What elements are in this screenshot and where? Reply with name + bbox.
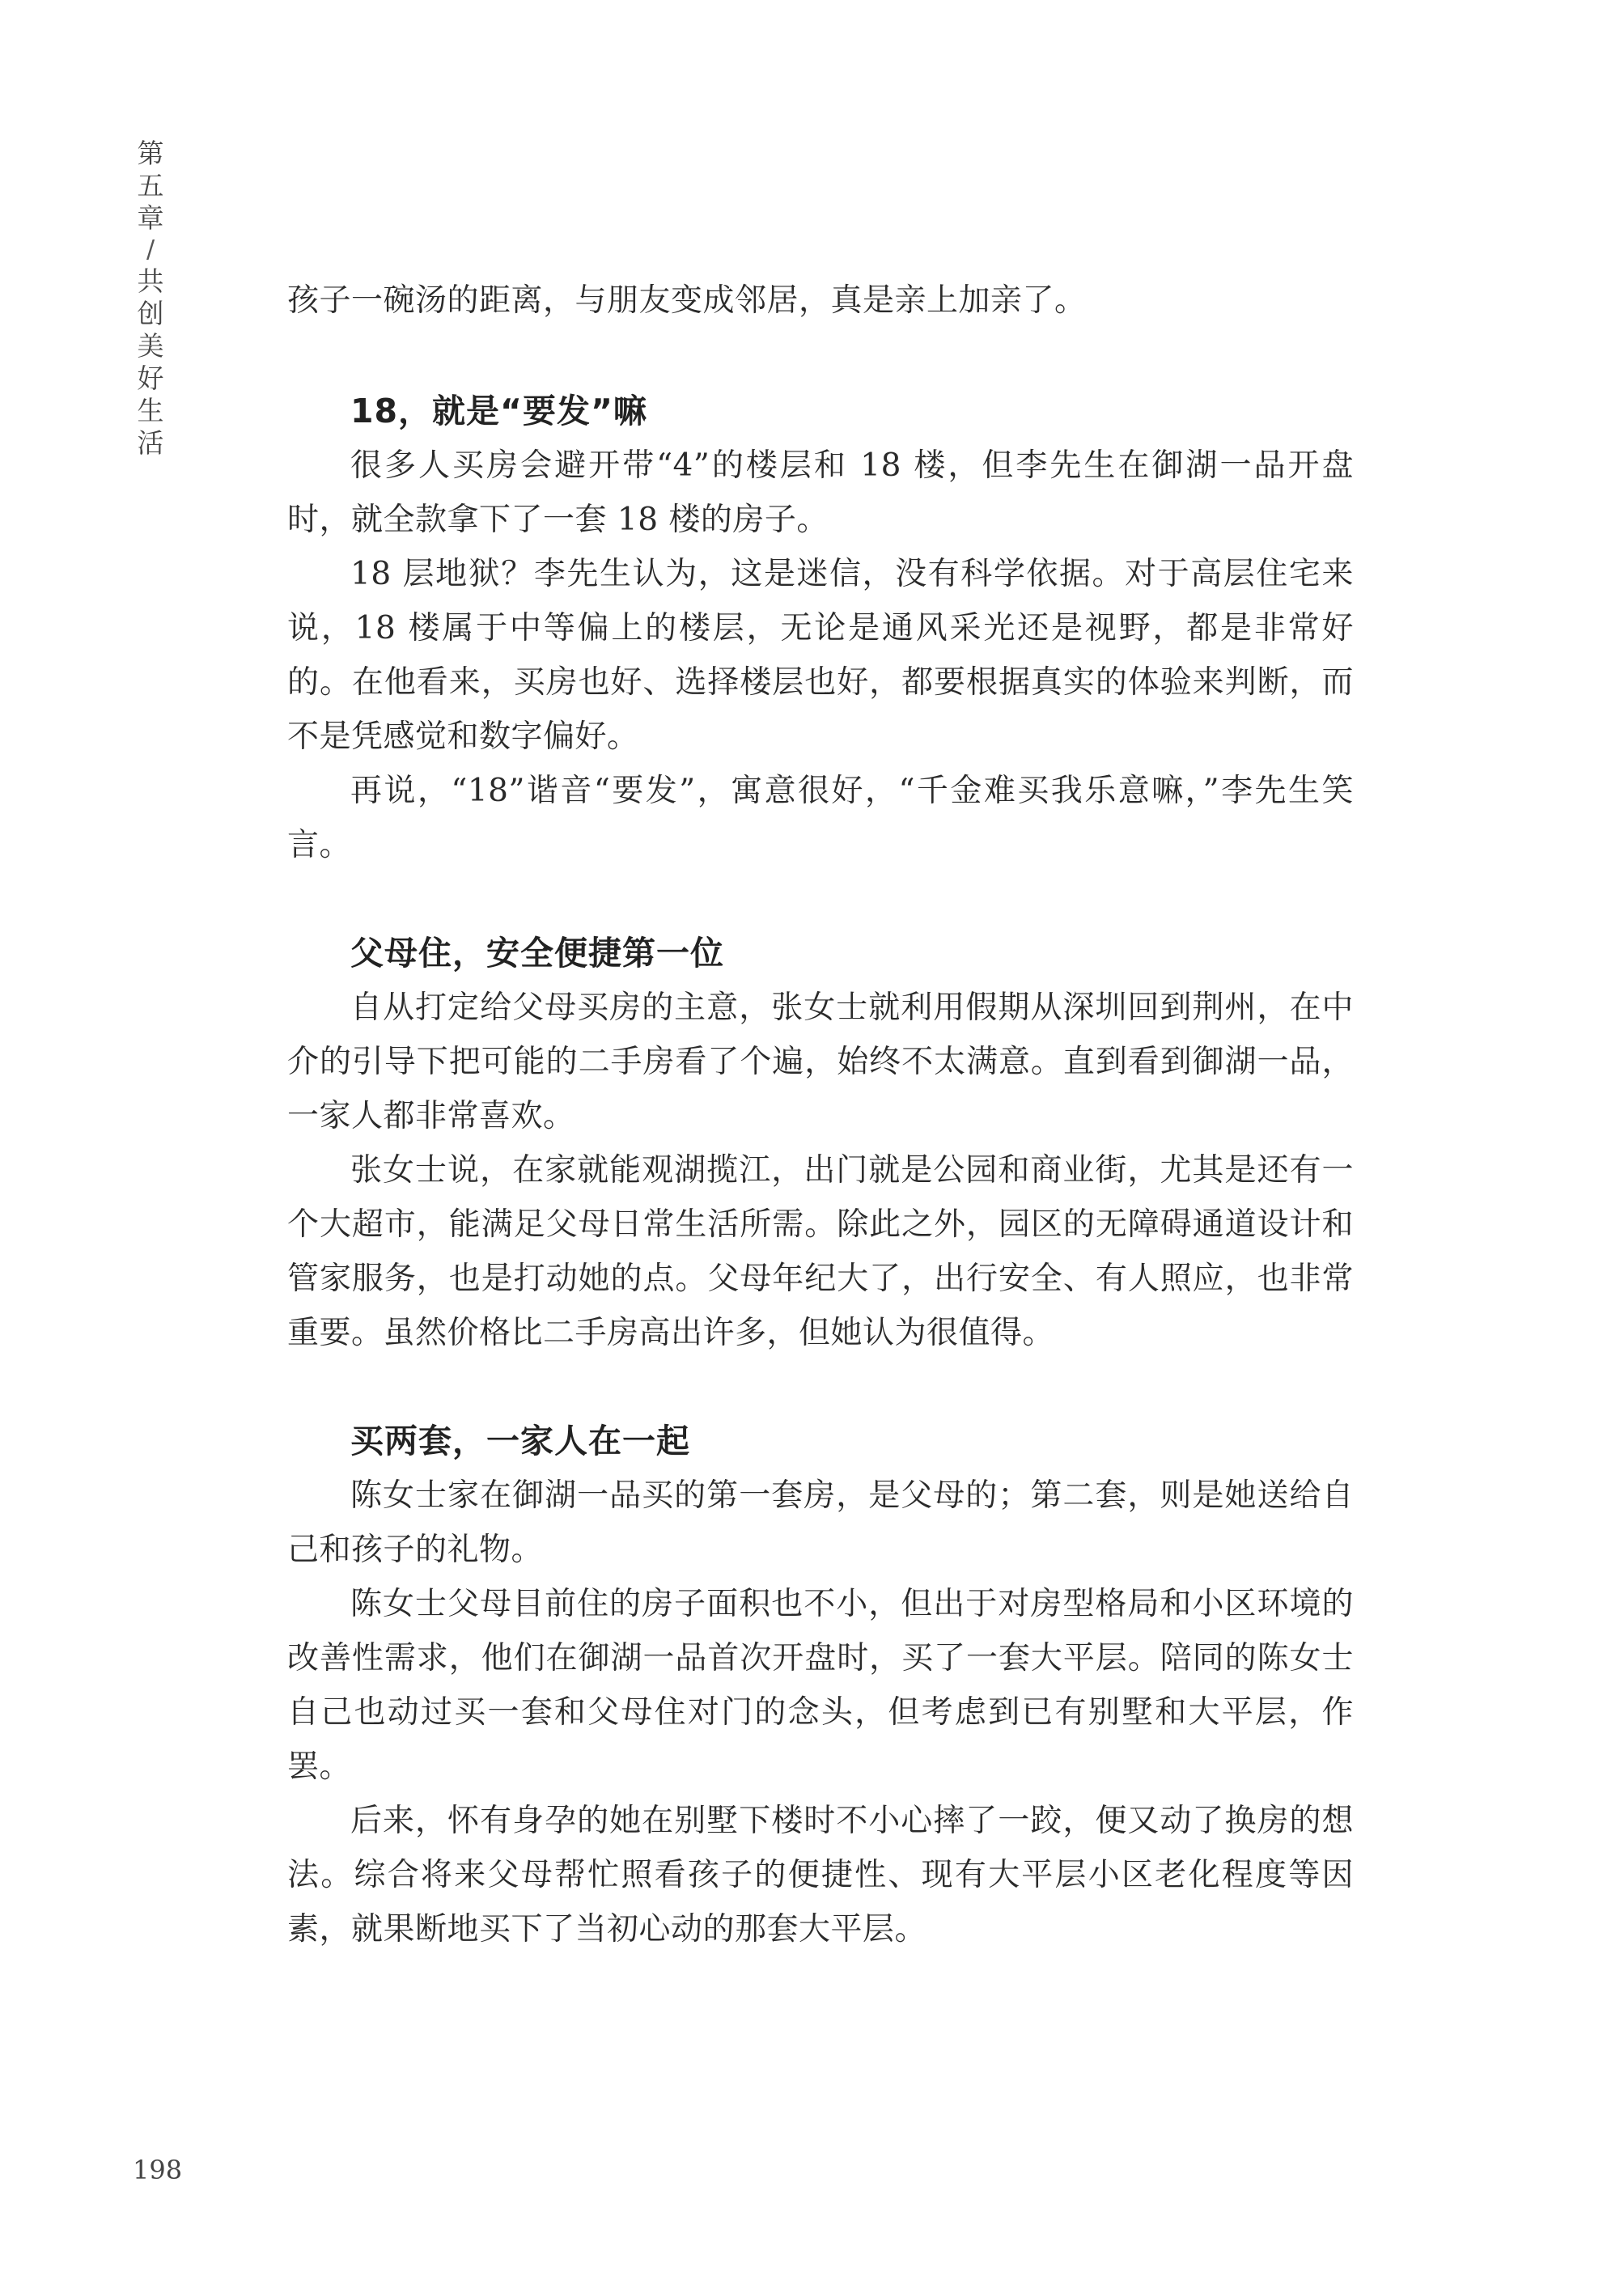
- section-heading-3: 买两套，一家人在一起: [350, 1422, 690, 1460]
- page-number: 198: [133, 2155, 183, 2185]
- section-3-paragraph-1: 陈女士家在御湖一品买的第一套房，是父母的；第二套，则是她送给自己和孩子的礼物。: [287, 1477, 1354, 1568]
- section-3-paragraph-3: 后来，怀有身孕的她在别墅下楼时不小心摔了一跤，便又动了换房的想法。综合将来父母帮忙照看孩子的便捷性、现有大平层小区老化程度等因素，就果断地买下了当初心动的那套大平层。: [287, 1803, 1354, 1948]
- section-heading-1: 18，就是“要发”嘛: [350, 392, 647, 430]
- chapter-separator: /: [146, 235, 155, 264]
- chapter-running-head: [133, 138, 168, 460]
- section-2-paragraph-1: 自从打定给父母买房的主意，张女士就利用假期从深圳回到荆州，在中介的引导下把可能的二手房看了个遍，始终不太满意。直到看到御湖一品，一家人都非常喜欢。: [287, 990, 1354, 1134]
- section-heading-2: 父母住，安全便捷第一位: [350, 934, 724, 973]
- section-1-paragraph-3: 再说，“18”谐音“要发”，寓意很好，“千金难买我乐意嘛，”李先生笑言。: [287, 773, 1354, 863]
- section-1-paragraph-2: 18 层地狱？李先生认为，这是迷信，没有科学依据。对于高层住宅来说，18 楼属于中等偏上的楼层，无论是通风采光还是视野，都是非常好的。在他看来，买房也好、选择楼层也好，都要根据真实的体验来判断，而不是凭感觉和数字偏好。: [287, 556, 1354, 755]
- page-body: [287, 273, 1354, 1956]
- section-3-paragraph-2: 陈女士父母目前住的房子面积也不小，但出于对房型格局和小区环境的改善性需求，他们在御湖一品首次开盘时，买了一套大平层。陪同的陈女士自己也动过买一套和父母住对门的念头，但考虑到已有别墅和大平层，作罢。: [287, 1586, 1354, 1785]
- section-1-paragraph-1: 很多人买房会避开带“4”的楼层和 18 楼，但李先生在御湖一品开盘时，就全款拿下了一套 18 楼的房子。: [287, 447, 1354, 538]
- chapter-title: 共创美好生活: [137, 265, 164, 459]
- intro-paragraph: 孩子一碗汤的距离，与朋友变成邻居，真是亲上加亲了。: [287, 282, 1087, 319]
- section-2-paragraph-2: 张女士说，在家就能观湖揽江，出门就是公园和商业街，尤其是还有一个大超市，能满足父母日常生活所需。除此之外，园区的无障碍通道设计和管家服务，也是打动她的点。父母年纪大了，出行安全、有人照应，也非常重要。虽然价格比二手房高出许多，但她认为很值得。: [287, 1152, 1354, 1351]
- chapter-number: 第五章: [137, 138, 164, 234]
